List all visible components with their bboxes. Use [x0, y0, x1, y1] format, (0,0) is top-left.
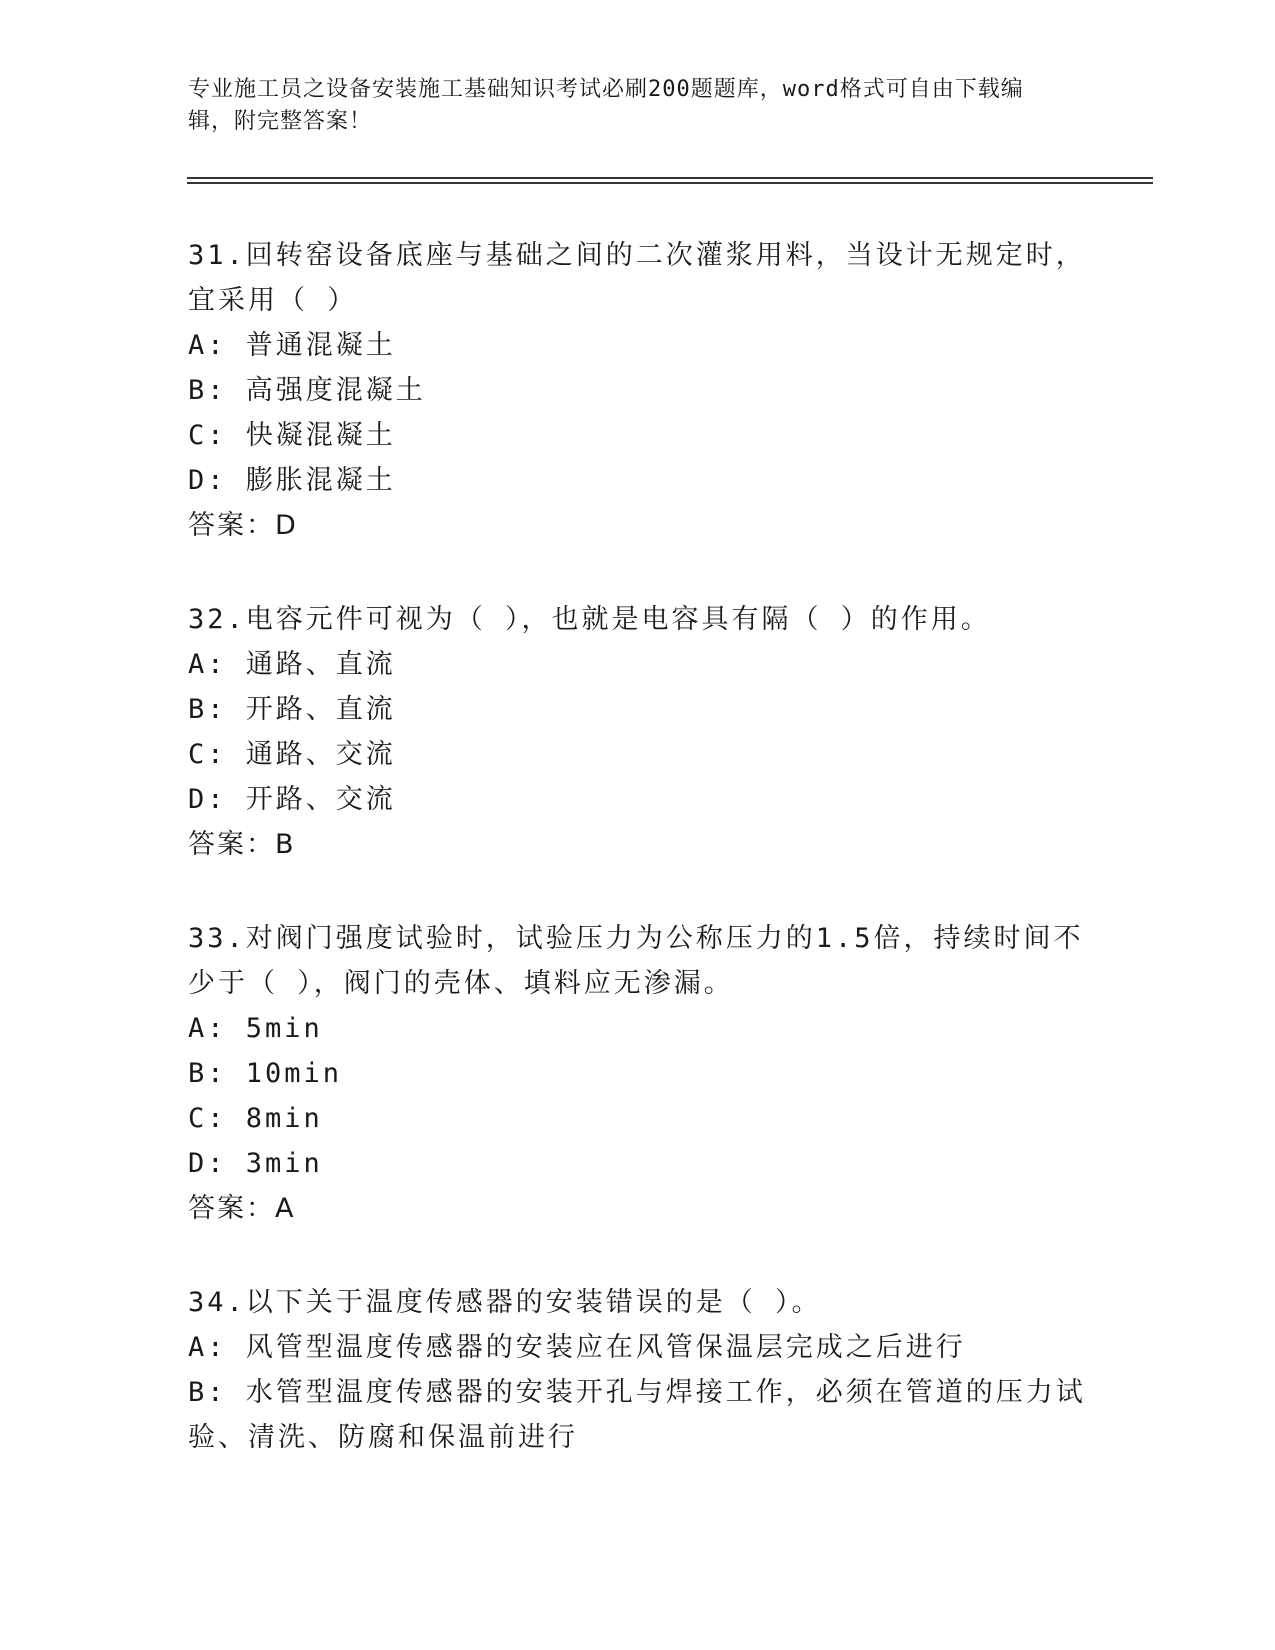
option-c: C: 8min — [188, 1103, 323, 1134]
option-d: D: 3min — [188, 1148, 323, 1179]
option-d: D: 开路、交流 — [188, 784, 396, 815]
question-31 — [188, 233, 1088, 548]
document-header: 专业施工员之设备安装施工基础知识考试必刷200题题库，word格式可自由下载编辑，附完整答案！ — [188, 77, 1024, 134]
option-a: A: 5min — [188, 1013, 323, 1044]
question-stem: 32.电容元件可视为（ ），也就是电容具有隔（ ）的作用。 — [188, 604, 991, 635]
question-stem: 33.对阀门强度试验时，试验压力为公称压力的1.5倍，持续时间不少于（ ），阀门的壳体、填料应无渗漏。 — [188, 923, 1084, 999]
question-34 — [188, 1280, 1088, 1460]
answer: 答案：B — [188, 829, 296, 860]
option-a: A: 通路、直流 — [188, 649, 396, 680]
option-b: B: 高强度混凝土 — [188, 375, 426, 406]
option-b: B: 开路、直流 — [188, 694, 396, 725]
option-b: B: 水管型温度传感器的安装开孔与焊接工作，必须在管道的压力试验、清洗、防腐和保温前进行 — [188, 1377, 1086, 1453]
header-divider-top — [187, 177, 1153, 179]
question-33 — [188, 916, 1088, 1231]
question-32 — [188, 597, 1088, 867]
option-b: B: 10min — [188, 1058, 343, 1089]
option-c: C: 通路、交流 — [188, 739, 396, 770]
answer: 答案：A — [188, 1193, 296, 1224]
option-c: C: 快凝混凝土 — [188, 420, 396, 451]
option-a: A: 普通混凝土 — [188, 330, 396, 361]
answer: 答案：D — [188, 510, 298, 541]
question-stem: 34.以下关于温度传感器的安装错误的是（ ）。 — [188, 1287, 822, 1318]
option-d: D: 膨胀混凝土 — [188, 465, 396, 496]
question-stem: 31.回转窑设备底座与基础之间的二次灌浆用料，当设计无规定时，宜采用（ ） — [188, 240, 1086, 316]
option-a: A: 风管型温度传感器的安装应在风管保温层完成之后进行 — [188, 1332, 966, 1363]
header-divider-bottom — [187, 182, 1153, 184]
